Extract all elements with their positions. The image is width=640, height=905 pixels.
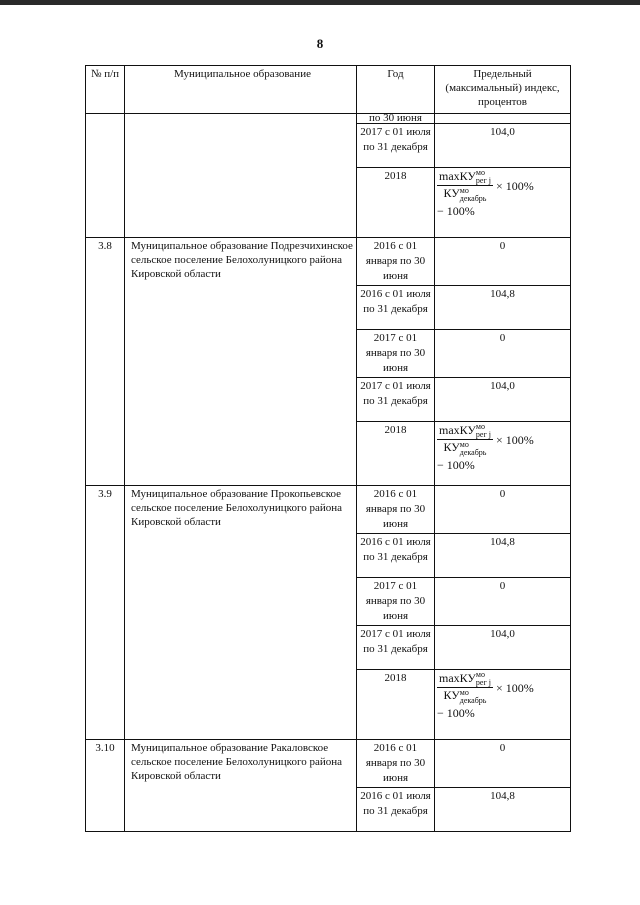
index-formula [437, 671, 568, 720]
formula-denominator-base: КУ [443, 440, 460, 455]
page-number: 8 [316, 36, 324, 51]
formula-denominator-sub: декабрь [459, 193, 487, 203]
index-value [435, 670, 571, 740]
index-value: 104,8 [435, 788, 571, 832]
formula-denominator-sup: мо [459, 687, 469, 697]
period-cell: 2018 [357, 168, 435, 238]
index-value [435, 168, 571, 238]
index-value [435, 114, 571, 124]
period-cell: 2016 с 01 января по 30 июня [357, 740, 435, 788]
index-value: 0 [435, 578, 571, 626]
index-value [435, 422, 571, 486]
formula-denominator-base: КУ [443, 688, 460, 703]
formula-fraction [437, 671, 493, 705]
index-value: 104,8 [435, 286, 571, 330]
formula-numerator-sup: мо [475, 422, 485, 432]
formula-denominator-indices [460, 441, 487, 457]
formula-denominator-sup: мо [459, 439, 469, 449]
formula-multiplier: × 100% [492, 432, 534, 447]
period-cell: 2016 с 01 июля по 31 декабря [357, 286, 435, 330]
index-value: 0 [435, 238, 571, 286]
header-num: № п/п [86, 66, 125, 114]
period-cell: по 30 июня [357, 114, 435, 124]
period-cell: 2016 с 01 июля по 31 декабря [357, 788, 435, 832]
index-value: 104,8 [435, 534, 571, 578]
formula-denominator [442, 440, 489, 456]
formula-numerator-sub: рег j [475, 430, 491, 440]
formula-denominator-indices [460, 187, 487, 203]
formula-numerator-base: maxКУ [439, 423, 476, 437]
period-cell: 2016 с 01 января по 30 июня [357, 486, 435, 534]
table-header-row [86, 66, 571, 114]
formula-minus: − 100% [437, 203, 475, 218]
index-value: 104,0 [435, 626, 571, 670]
formula-numerator-indices [476, 423, 491, 439]
formula-minus: − 100% [437, 457, 475, 472]
municipality-name: Муниципальное образование Ракаловское сельское поселение Белохолуницкого района Кировской области [125, 740, 357, 832]
index-value: 0 [435, 330, 571, 378]
period-cell: 2017 с 01 января по 30 июня [357, 330, 435, 378]
formula-numerator-sub: рег j [475, 176, 491, 186]
formula-denominator-indices [460, 689, 487, 705]
row-number: 3.10 [86, 740, 125, 832]
formula-numerator [437, 423, 493, 440]
formula-numerator [437, 671, 493, 688]
period-cell: 2016 с 01 июля по 31 декабря [357, 534, 435, 578]
row-number [86, 114, 125, 238]
period-cell: 2018 [357, 670, 435, 740]
formula-numerator-base: maxКУ [439, 671, 476, 685]
header-year: Год [357, 66, 435, 114]
index-value: 0 [435, 740, 571, 788]
header-index: Предельный (максимальный) индекс, процентов [435, 66, 571, 114]
formula-multiplier: × 100% [492, 680, 534, 695]
formula-denominator [442, 688, 489, 704]
formula-minus: − 100% [437, 705, 475, 720]
municipality-name [125, 114, 357, 238]
index-value: 104,0 [435, 378, 571, 422]
tariff-index-table [85, 65, 571, 832]
header-municipality: Муниципальное образование [125, 66, 357, 114]
index-value: 0 [435, 486, 571, 534]
index-formula [437, 169, 568, 218]
table-row [86, 486, 571, 534]
formula-denominator-base: КУ [443, 186, 460, 201]
formula-denominator-sub: декабрь [459, 695, 487, 705]
formula-numerator-base: maxКУ [439, 169, 476, 183]
municipality-name: Муниципальное образование Подрезчихинское сельское поселение Белохолуницкого района Кировской области [125, 238, 357, 486]
table-row [86, 238, 571, 286]
formula-fraction [437, 423, 493, 457]
formula-denominator-sub: декабрь [459, 447, 487, 457]
formula-numerator-sub: рег j [475, 678, 491, 688]
formula-numerator [437, 169, 493, 186]
formula-numerator-sup: мо [475, 168, 485, 178]
table-row [86, 740, 571, 788]
period-cell: 2017 с 01 июля по 31 декабря [357, 626, 435, 670]
index-formula [437, 423, 568, 472]
formula-numerator-sup: мо [475, 670, 485, 680]
scan-top-edge [0, 0, 640, 5]
period-cell: 2017 с 01 июля по 31 декабря [357, 378, 435, 422]
formula-multiplier: × 100% [492, 178, 534, 193]
formula-fraction [437, 169, 493, 203]
period-cell: 2017 с 01 января по 30 июня [357, 578, 435, 626]
formula-numerator-indices [476, 169, 491, 185]
row-number: 3.9 [86, 486, 125, 740]
row-number: 3.8 [86, 238, 125, 486]
municipality-name: Муниципальное образование Прокопьевское сельское поселение Белохолуницкого района Кировской области [125, 486, 357, 740]
formula-denominator-sup: мо [459, 185, 469, 195]
formula-numerator-indices [476, 671, 491, 687]
index-value: 104,0 [435, 124, 571, 168]
formula-denominator [442, 186, 489, 202]
table-row [86, 114, 571, 124]
period-cell: 2016 с 01 января по 30 июня [357, 238, 435, 286]
period-cell: 2017 с 01 июля по 31 декабря [357, 124, 435, 168]
period-cell: 2018 [357, 422, 435, 486]
